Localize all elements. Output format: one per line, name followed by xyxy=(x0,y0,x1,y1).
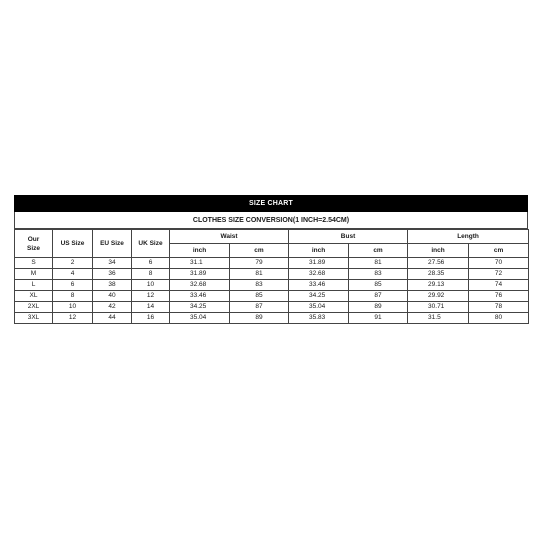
cell-length-inch: 31.5 xyxy=(408,313,469,324)
cell-our-size: L xyxy=(15,280,53,291)
cell-bust-cm: 91 xyxy=(349,313,408,324)
cell-uk-size: 6 xyxy=(132,258,170,269)
header-row-groups xyxy=(15,230,529,244)
cell-bust-cm: 81 xyxy=(349,258,408,269)
chart-subtitle: CLOTHES SIZE CONVERSION(1 INCH=2.54CM) xyxy=(14,212,528,229)
cell-eu-size: 38 xyxy=(93,280,132,291)
cell-waist-cm: 89 xyxy=(230,313,289,324)
cell-waist-cm: 79 xyxy=(230,258,289,269)
header-our-size-line2: Size xyxy=(26,244,40,252)
table-row xyxy=(15,269,529,280)
cell-our-size: S xyxy=(15,258,53,269)
header-us-size: US Size xyxy=(53,230,93,258)
cell-waist-cm: 83 xyxy=(230,280,289,291)
table-row xyxy=(15,258,529,269)
header-unit-bust-inch: inch xyxy=(289,244,349,258)
cell-our-size: 3XL xyxy=(15,313,53,324)
header-eu-size: EU Size xyxy=(93,230,132,258)
cell-bust-inch: 32.68 xyxy=(289,269,349,280)
header-unit-length-inch: inch xyxy=(408,244,469,258)
cell-bust-cm: 87 xyxy=(349,291,408,302)
cell-length-inch: 27.56 xyxy=(408,258,469,269)
cell-bust-inch: 33.46 xyxy=(289,280,349,291)
cell-length-cm: 70 xyxy=(469,258,529,269)
header-unit-length-cm: cm xyxy=(469,244,529,258)
cell-bust-cm: 83 xyxy=(349,269,408,280)
cell-length-cm: 78 xyxy=(469,302,529,313)
header-unit-waist-inch: inch xyxy=(170,244,230,258)
cell-waist-cm: 85 xyxy=(230,291,289,302)
cell-bust-inch: 31.89 xyxy=(289,258,349,269)
header-unit-bust-cm: cm xyxy=(349,244,408,258)
header-unit-waist-cm: cm xyxy=(230,244,289,258)
cell-bust-inch: 35.04 xyxy=(289,302,349,313)
cell-uk-size: 10 xyxy=(132,280,170,291)
cell-waist-inch: 31.89 xyxy=(170,269,230,280)
cell-eu-size: 44 xyxy=(93,313,132,324)
cell-our-size: M xyxy=(15,269,53,280)
table-row xyxy=(15,313,529,324)
cell-waist-inch: 31.1 xyxy=(170,258,230,269)
cell-length-cm: 80 xyxy=(469,313,529,324)
header-waist: Waist xyxy=(170,230,289,244)
cell-our-size: 2XL xyxy=(15,302,53,313)
cell-length-inch: 29.92 xyxy=(408,291,469,302)
header-our-size xyxy=(15,230,53,258)
cell-length-inch: 30.71 xyxy=(408,302,469,313)
cell-waist-cm: 81 xyxy=(230,269,289,280)
size-table xyxy=(14,229,529,324)
cell-length-cm: 72 xyxy=(469,269,529,280)
cell-length-cm: 74 xyxy=(469,280,529,291)
cell-length-inch: 28.35 xyxy=(408,269,469,280)
cell-bust-inch: 35.83 xyxy=(289,313,349,324)
cell-waist-inch: 34.25 xyxy=(170,302,230,313)
cell-length-inch: 29.13 xyxy=(408,280,469,291)
cell-uk-size: 16 xyxy=(132,313,170,324)
cell-eu-size: 42 xyxy=(93,302,132,313)
size-table-body xyxy=(15,258,529,324)
cell-bust-inch: 34.25 xyxy=(289,291,349,302)
cell-waist-cm: 87 xyxy=(230,302,289,313)
cell-waist-inch: 32.68 xyxy=(170,280,230,291)
header-bust: Bust xyxy=(289,230,408,244)
cell-us-size: 2 xyxy=(53,258,93,269)
cell-us-size: 12 xyxy=(53,313,93,324)
table-row xyxy=(15,302,529,313)
header-uk-size: UK Size xyxy=(132,230,170,258)
cell-uk-size: 12 xyxy=(132,291,170,302)
cell-us-size: 10 xyxy=(53,302,93,313)
cell-us-size: 6 xyxy=(53,280,93,291)
table-row xyxy=(15,291,529,302)
cell-eu-size: 40 xyxy=(93,291,132,302)
table-row xyxy=(15,280,529,291)
header-length: Length xyxy=(408,230,529,244)
size-chart xyxy=(14,195,528,324)
cell-bust-cm: 89 xyxy=(349,302,408,313)
cell-waist-inch: 35.04 xyxy=(170,313,230,324)
cell-uk-size: 8 xyxy=(132,269,170,280)
cell-us-size: 8 xyxy=(53,291,93,302)
cell-bust-cm: 85 xyxy=(349,280,408,291)
header-our-size-line1: Our xyxy=(27,235,40,243)
cell-length-cm: 76 xyxy=(469,291,529,302)
cell-waist-inch: 33.46 xyxy=(170,291,230,302)
cell-us-size: 4 xyxy=(53,269,93,280)
cell-eu-size: 34 xyxy=(93,258,132,269)
cell-uk-size: 14 xyxy=(132,302,170,313)
cell-eu-size: 36 xyxy=(93,269,132,280)
chart-title: SIZE CHART xyxy=(14,195,528,212)
cell-our-size: XL xyxy=(15,291,53,302)
